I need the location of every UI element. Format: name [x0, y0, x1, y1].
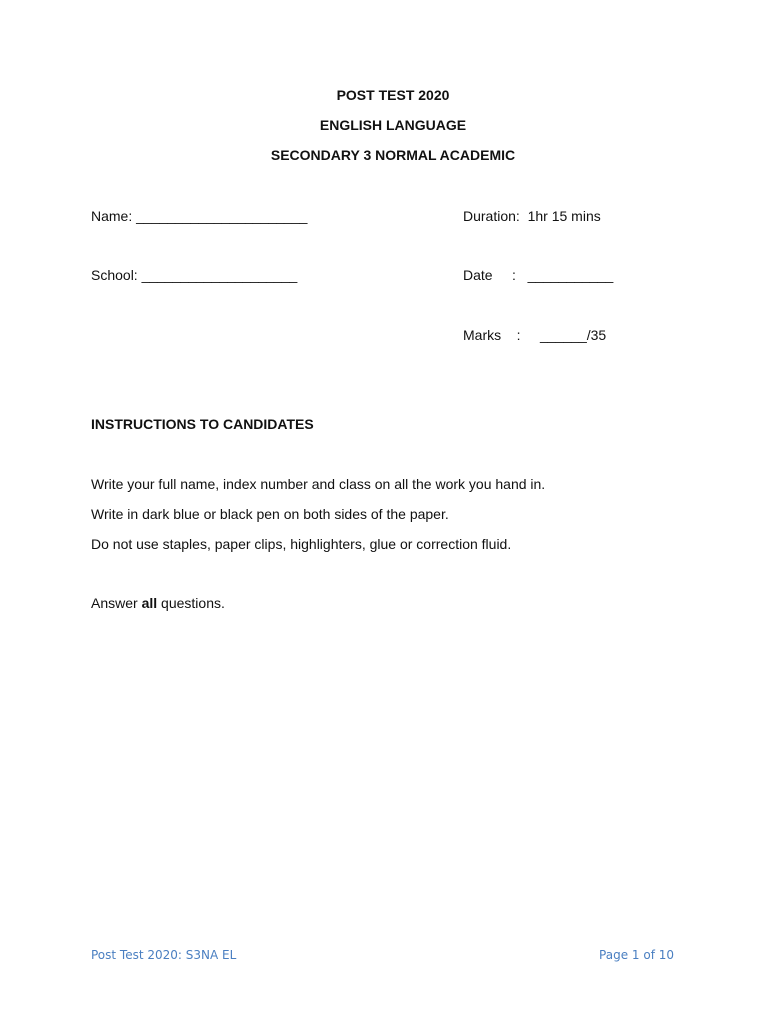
- answer-bold-word: all: [141, 595, 158, 611]
- footer-page-number: Page 1 of 10: [599, 948, 674, 962]
- footer-doc-label: Post Test 2020: S3NA EL: [91, 948, 237, 962]
- answer-suffix: questions.: [157, 595, 225, 611]
- duration-field: Duration: 1hr 15 mins: [463, 208, 601, 224]
- test-title: POST TEST 2020: [336, 87, 450, 103]
- marks-field: Marks : ______/35: [463, 327, 607, 343]
- school-field: School: ____________________: [91, 267, 298, 283]
- instruction-item: Do not use staples, paper clips, highlighters, glue or correction fluid.: [91, 536, 512, 552]
- level-title: SECONDARY 3 NORMAL ACADEMIC: [270, 147, 516, 163]
- subject-title: ENGLISH LANGUAGE: [319, 117, 467, 133]
- instruction-item: Write your full name, index number and class on all the work you hand in.: [91, 476, 546, 492]
- date-field: Date : ___________: [463, 267, 614, 283]
- instructions-heading: INSTRUCTIONS TO CANDIDATES: [91, 416, 314, 432]
- name-field: Name: ______________________: [91, 208, 308, 224]
- answer-prefix: Answer: [91, 595, 142, 611]
- instruction-item: Write in dark blue or black pen on both sides of the paper.: [91, 506, 449, 522]
- answer-all-line: [91, 595, 225, 611]
